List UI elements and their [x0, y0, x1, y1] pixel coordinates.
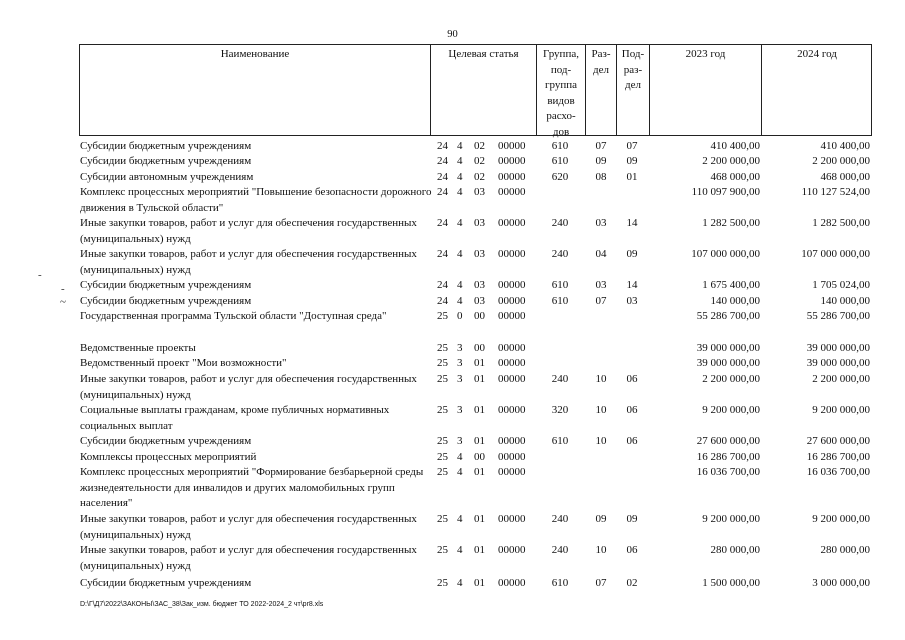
row-2023: 1 282 500,00	[702, 217, 760, 229]
target-d: 00000	[498, 140, 526, 152]
target-b: 4	[457, 577, 463, 589]
target-b: 3	[457, 342, 463, 354]
row-name: Иные закупки товаров, работ и услуг для обеспечения государственных (муниципальных) нужд	[80, 248, 417, 276]
margin-mark: -	[38, 269, 42, 281]
row-podrazdel: 02	[626, 577, 638, 589]
row-podrazdel: 06	[626, 435, 638, 447]
target-d: 00000	[498, 577, 526, 589]
row-2023: 2 200 000,00	[702, 155, 760, 167]
row-2023: 9 200 000,00	[702, 404, 760, 416]
target-b: 4	[457, 451, 463, 463]
row-2023: 110 097 900,00	[691, 186, 760, 198]
header-podrazdel: Под- раз- дел	[621, 48, 645, 91]
row-2024: 468 000,00	[820, 171, 870, 183]
target-b: 4	[457, 279, 463, 291]
row-2024: 9 200 000,00	[812, 513, 870, 525]
target-a: 25	[437, 373, 448, 385]
row-2023: 9 200 000,00	[702, 513, 760, 525]
row-podrazdel: 06	[626, 544, 638, 556]
target-d: 00000	[498, 155, 526, 167]
row-2023: 55 286 700,00	[696, 310, 760, 322]
target-a: 24	[437, 171, 448, 183]
target-a: 25	[437, 513, 448, 525]
target-c: 01	[474, 544, 485, 556]
row-name: Субсидии автономным учреждениям	[80, 171, 254, 183]
target-a: 25	[437, 342, 448, 354]
target-c: 03	[474, 217, 485, 229]
target-a: 25	[437, 310, 448, 322]
target-a: 25	[437, 577, 448, 589]
target-a: 24	[437, 140, 448, 152]
row-2024: 2 200 000,00	[812, 155, 870, 167]
target-d: 00000	[498, 171, 526, 183]
row-2024: 27 600 000,00	[806, 435, 870, 447]
row-2023: 1 500 000,00	[702, 577, 760, 589]
target-d: 00000	[498, 544, 526, 556]
header-group: Группа, под- группа видов расхо- дов	[543, 48, 579, 138]
row-name: Государственная программа Тульской области "Доступная среда"	[80, 310, 387, 322]
row-razdel: 04	[595, 248, 607, 260]
row-razdel: 03	[595, 279, 607, 291]
row-podrazdel: 09	[626, 248, 638, 260]
row-2024: 3 000 000,00	[812, 577, 870, 589]
table-header	[79, 44, 872, 136]
target-d: 00000	[498, 248, 526, 260]
row-2024: 1 705 024,00	[812, 279, 870, 291]
row-group: 610	[551, 577, 569, 589]
target-b: 3	[457, 404, 463, 416]
row-2023: 39 000 000,00	[696, 342, 760, 354]
row-name: Иные закупки товаров, работ и услуг для обеспечения государственных (муниципальных) нужд	[80, 544, 417, 572]
row-group: 610	[551, 295, 569, 307]
row-razdel: 10	[595, 544, 607, 556]
target-d: 00000	[498, 295, 526, 307]
row-podrazdel: 07	[626, 140, 638, 152]
target-c: 01	[474, 404, 485, 416]
row-name: Комплекс процессных мероприятий "Формирование безбарьерной среды жизнедеятельности для инвалидов и других маломобильных групп населения"	[80, 466, 424, 509]
row-name: Иные закупки товаров, работ и услуг для обеспечения государственных (муниципальных) нужд	[80, 217, 417, 245]
target-b: 4	[457, 217, 463, 229]
row-2023: 27 600 000,00	[696, 435, 760, 447]
row-2023: 16 036 700,00	[696, 466, 760, 478]
row-razdel: 08	[595, 171, 607, 183]
row-name: Ведомственный проект "Мои возможности"	[80, 357, 287, 369]
row-name: Комплекс процессных мероприятий "Повышение безопасности дорожного движения в Тульской области"	[80, 186, 432, 214]
row-name: Субсидии бюджетным учреждениям	[80, 295, 252, 307]
target-c: 00	[474, 342, 485, 354]
row-2023: 16 286 700,00	[696, 451, 760, 463]
row-razdel: 09	[595, 155, 607, 167]
target-d: 00000	[498, 357, 526, 369]
row-2023: 39 000 000,00	[696, 357, 760, 369]
row-group: 320	[551, 404, 569, 416]
footer-file-path: D:\Г\Д7\2022\ЗАКОНЫ\ЗАС_38\Зак_изм. бюджет ТО 2022-2024_2 чт\pr8.xls	[80, 601, 324, 608]
row-podrazdel: 06	[626, 404, 638, 416]
target-a: 24	[437, 248, 448, 260]
target-a: 25	[437, 466, 448, 478]
target-b: 4	[457, 248, 463, 260]
row-name: Социальные выплаты гражданам, кроме публичных нормативных социальных выплат	[80, 404, 390, 432]
header-razdel: Раз- дел	[591, 48, 611, 76]
row-2024: 410 400,00	[820, 140, 870, 152]
target-b: 4	[457, 295, 463, 307]
row-podrazdel: 03	[626, 295, 638, 307]
header-name: Наименование	[220, 48, 290, 60]
row-2023: 1 675 400,00	[702, 279, 760, 291]
target-d: 00000	[498, 404, 526, 416]
header-2023: 2023 год	[685, 48, 726, 60]
row-2023: 410 400,00	[710, 140, 760, 152]
target-a: 24	[437, 279, 448, 291]
target-a: 25	[437, 544, 448, 556]
row-razdel: 10	[595, 435, 607, 447]
margin-mark: -	[61, 283, 65, 295]
target-b: 0	[457, 310, 463, 322]
row-podrazdel: 09	[626, 513, 638, 525]
target-b: 4	[457, 466, 463, 478]
target-a: 25	[437, 404, 448, 416]
target-a: 24	[437, 295, 448, 307]
row-2023: 140 000,00	[710, 295, 760, 307]
target-c: 01	[474, 513, 485, 525]
target-b: 3	[457, 357, 463, 369]
target-d: 00000	[498, 279, 526, 291]
row-group: 610	[551, 155, 569, 167]
row-group: 610	[551, 435, 569, 447]
row-2024: 110 127 524,00	[801, 186, 870, 198]
row-group: 610	[551, 140, 569, 152]
target-a: 24	[437, 217, 448, 229]
header-2024: 2024 год	[797, 48, 837, 60]
target-c: 03	[474, 248, 485, 260]
row-razdel: 07	[595, 295, 607, 307]
target-c: 03	[474, 295, 485, 307]
row-2024: 2 200 000,00	[812, 373, 870, 385]
target-b: 4	[457, 155, 463, 167]
target-d: 00000	[498, 310, 526, 322]
target-d: 00000	[498, 217, 526, 229]
row-2024: 55 286 700,00	[806, 310, 870, 322]
row-name: Комплексы процессных мероприятий	[80, 451, 257, 463]
target-c: 02	[474, 171, 485, 183]
row-razdel: 07	[595, 577, 607, 589]
header-target: Целевая статья	[448, 48, 519, 60]
row-podrazdel: 14	[626, 217, 638, 229]
row-name: Ведомственные проекты	[80, 342, 196, 354]
target-c: 02	[474, 140, 485, 152]
row-name: Субсидии бюджетным учреждениям	[80, 155, 252, 167]
target-c: 01	[474, 357, 485, 369]
row-razdel: 03	[595, 217, 607, 229]
page-number: 90	[447, 29, 458, 40]
target-d: 00000	[498, 451, 526, 463]
row-name: Субсидии бюджетным учреждениям	[80, 279, 252, 291]
row-name: Субсидии бюджетным учреждениям	[80, 435, 252, 447]
margin-mark: ~	[60, 296, 66, 308]
target-b: 4	[457, 140, 463, 152]
row-2023: 468 000,00	[710, 171, 760, 183]
row-2024: 16 286 700,00	[806, 451, 870, 463]
row-2023: 2 200 000,00	[702, 373, 760, 385]
row-podrazdel: 14	[626, 279, 638, 291]
target-d: 00000	[498, 466, 526, 478]
target-b: 4	[457, 544, 463, 556]
row-group: 240	[551, 513, 569, 525]
target-c: 00	[474, 310, 485, 322]
target-c: 00	[474, 451, 485, 463]
row-2024: 16 036 700,00	[806, 466, 870, 478]
row-name: Иные закупки товаров, работ и услуг для обеспечения государственных (муниципальных) нужд	[80, 373, 417, 401]
row-podrazdel: 01	[626, 171, 638, 183]
row-2023: 280 000,00	[710, 544, 760, 556]
row-2024: 1 282 500,00	[812, 217, 870, 229]
row-podrazdel: 09	[626, 155, 638, 167]
target-d: 00000	[498, 186, 526, 198]
row-2023: 107 000 000,00	[691, 248, 760, 260]
target-c: 03	[474, 186, 485, 198]
row-2024: 280 000,00	[820, 544, 870, 556]
target-d: 00000	[498, 373, 526, 385]
target-c: 01	[474, 577, 485, 589]
row-group: 240	[551, 373, 569, 385]
target-b: 4	[457, 513, 463, 525]
row-2024: 9 200 000,00	[812, 404, 870, 416]
row-2024: 140 000,00	[820, 295, 870, 307]
row-group: 240	[551, 544, 569, 556]
target-b: 4	[457, 186, 463, 198]
target-a: 24	[437, 186, 448, 198]
target-c: 01	[474, 466, 485, 478]
row-name: Иные закупки товаров, работ и услуг для обеспечения государственных (муниципальных) нужд	[80, 513, 417, 541]
row-2024: 39 000 000,00	[806, 357, 870, 369]
target-a: 24	[437, 155, 448, 167]
target-a: 25	[437, 451, 448, 463]
row-razdel: 10	[595, 373, 607, 385]
target-d: 00000	[498, 342, 526, 354]
row-name: Субсидии бюджетным учреждениям	[80, 577, 252, 589]
row-razdel: 09	[595, 513, 607, 525]
row-group: 620	[551, 171, 569, 183]
target-c: 03	[474, 279, 485, 291]
row-name: Субсидии бюджетным учреждениям	[80, 140, 252, 152]
target-d: 00000	[498, 435, 526, 447]
row-razdel: 07	[595, 140, 607, 152]
target-c: 02	[474, 155, 485, 167]
target-d: 00000	[498, 513, 526, 525]
row-group: 610	[551, 279, 569, 291]
row-2024: 107 000 000,00	[801, 248, 870, 260]
target-a: 25	[437, 435, 448, 447]
row-razdel: 10	[595, 404, 607, 416]
row-podrazdel: 06	[626, 373, 638, 385]
row-2024: 39 000 000,00	[806, 342, 870, 354]
target-b: 3	[457, 373, 463, 385]
target-b: 3	[457, 435, 463, 447]
target-c: 01	[474, 435, 485, 447]
row-group: 240	[551, 217, 569, 229]
target-a: 25	[437, 357, 448, 369]
target-b: 4	[457, 171, 463, 183]
target-c: 01	[474, 373, 485, 385]
row-group: 240	[551, 248, 569, 260]
